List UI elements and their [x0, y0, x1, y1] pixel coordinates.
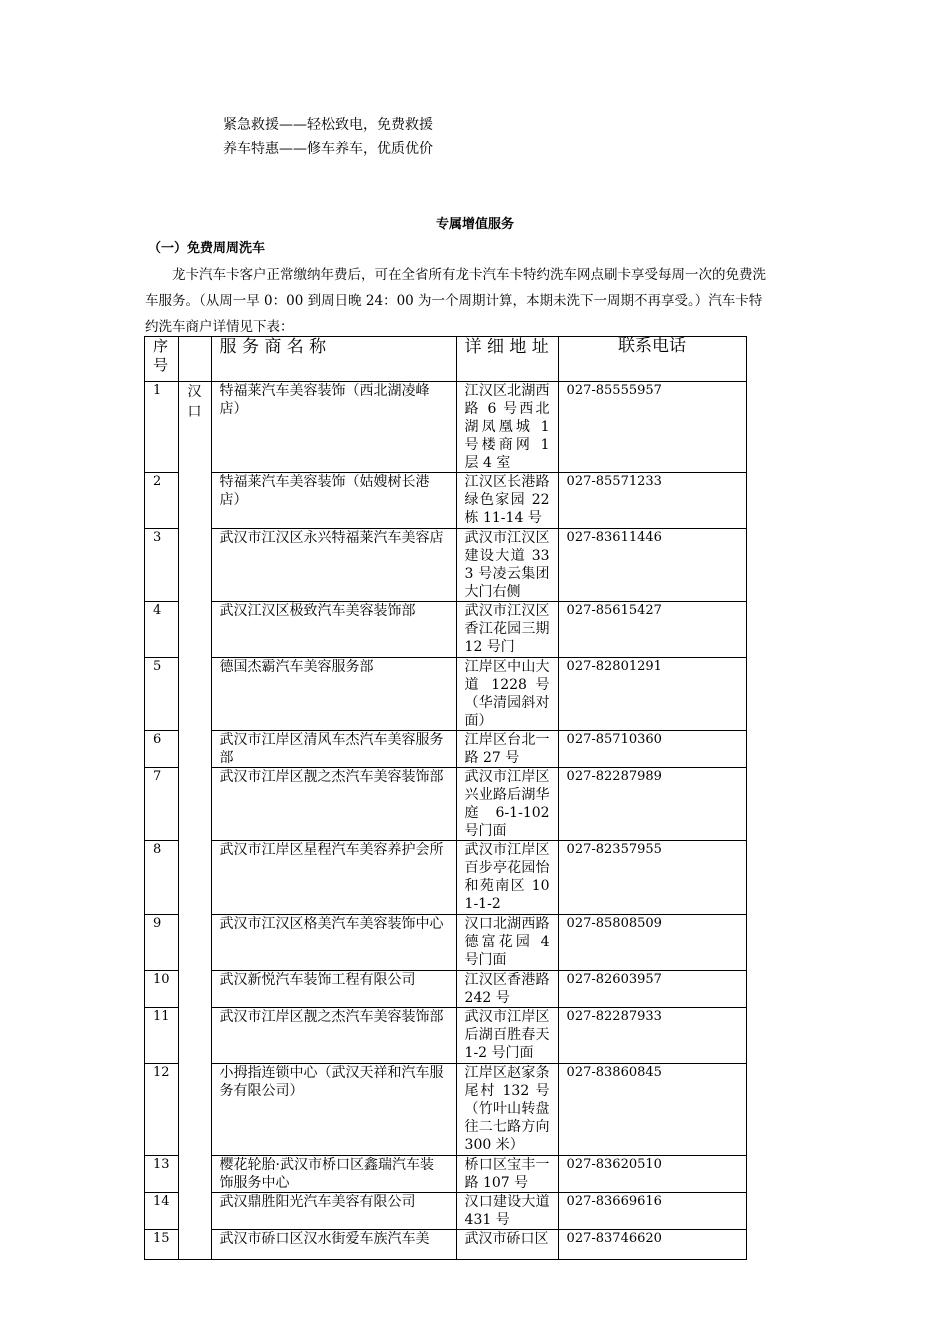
- merchant-name: 武汉市江岸区星程汽车美容养护会所: [211, 841, 456, 915]
- merchant-name: 武汉江汉区极致汽车美容装饰部: [211, 602, 456, 658]
- subsection-title: （一）免费周周洗车: [148, 241, 266, 256]
- merchant-phone: 027-82287989: [558, 768, 746, 841]
- row-number: 7: [145, 768, 179, 841]
- table-row: [145, 658, 747, 731]
- merchant-name: 武汉新悦汽车装饰工程有限公司: [211, 971, 456, 1008]
- table-header-row: [145, 337, 747, 382]
- merchant-name: 武汉市江汉区格美汽车美容装饰中心: [211, 915, 456, 971]
- paragraph-line: 约洗车商户详情见下表：: [145, 319, 294, 335]
- row-number: 3: [145, 529, 179, 602]
- table-row: [145, 731, 747, 768]
- merchant-name: 武汉市江岸区靓之杰汽车美容装饰部: [211, 1008, 456, 1064]
- merchant-phone: 027-85571233: [558, 473, 746, 529]
- row-number: 5: [145, 658, 179, 731]
- row-number: 15: [145, 1230, 179, 1260]
- merchant-phone: 027-83669616: [558, 1193, 746, 1230]
- table-row: [145, 1156, 747, 1193]
- merchant-phone: 027-85808509: [558, 915, 746, 971]
- row-number: 11: [145, 1008, 179, 1064]
- merchant-phone: 027-83746620: [558, 1230, 746, 1260]
- header-address: 详 细 地 址: [456, 337, 558, 382]
- row-number: 10: [145, 971, 179, 1008]
- table-row: [145, 1230, 747, 1260]
- table-row: [145, 382, 747, 473]
- merchant-phone: 027-83860845: [558, 1064, 746, 1156]
- merchant-phone: 027-82801291: [558, 658, 746, 731]
- merchant-address: 桥口区宝丰一路 107 号: [456, 1156, 558, 1193]
- section-title: 专属增值服务: [435, 217, 514, 232]
- merchant-phone: 027-85710360: [558, 731, 746, 768]
- merchant-name: 武汉市江汉区永兴特福莱汽车美容店: [211, 529, 456, 602]
- merchant-address: 江岸区台北一路 27 号: [456, 731, 558, 768]
- merchant-name: 武汉市江岸区清风车杰汽车美容服务部: [211, 731, 456, 768]
- area-cell: 汉口: [178, 382, 211, 1260]
- header-no: 序号: [145, 337, 179, 382]
- header-phone: 联系电话: [558, 337, 746, 382]
- merchant-name: 德国杰霸汽车美容服务部: [211, 658, 456, 731]
- row-number: 13: [145, 1156, 179, 1193]
- table-body: [145, 382, 747, 1260]
- merchant-address: 江岸区中山大道 1228 号（华清园斜对面）: [456, 658, 558, 731]
- table-row: [145, 602, 747, 658]
- row-number: 4: [145, 602, 179, 658]
- intro-line-rescue: 紧急救援——轻松致电，免费救援: [223, 117, 433, 133]
- merchant-address: 江汉区香港路 242 号: [456, 971, 558, 1008]
- header-area: [178, 337, 211, 382]
- merchant-address: 江汉区北湖西路 6 号西北湖凤凰城 1 号楼商网 1 层 4 室: [456, 382, 558, 473]
- table-row: [145, 915, 747, 971]
- merchant-phone: 027-83611446: [558, 529, 746, 602]
- merchant-address: 汉口北湖西路德富花园 4 号门面: [456, 915, 558, 971]
- merchant-address: 武汉市江岸区百步亭花园怡和苑南区 101-1-2: [456, 841, 558, 915]
- table-row: [145, 473, 747, 529]
- row-number: 1: [145, 382, 179, 473]
- merchant-name: 武汉市江岸区靓之杰汽车美容装饰部: [211, 768, 456, 841]
- header-name: 服 务 商 名 称: [211, 337, 456, 382]
- merchant-address: 武汉市江汉区建设大道 333 号凌云集团大门右侧: [456, 529, 558, 602]
- table-row: [145, 1008, 747, 1064]
- row-number: 2: [145, 473, 179, 529]
- merchant-address: 武汉市江岸区兴业路后湖华庭 6-1-102 号门面: [456, 768, 558, 841]
- merchant-name: 特福莱汽车美容装饰（姑嫂树长港店）: [211, 473, 456, 529]
- merchant-name: 樱花轮胎·武汉市桥口区鑫瑞汽车装饰服务中心: [211, 1156, 456, 1193]
- merchant-address: 武汉市江汉区香江花园三期 12 号门: [456, 602, 558, 658]
- row-number: 14: [145, 1193, 179, 1230]
- merchant-phone: 027-82603957: [558, 971, 746, 1008]
- table-row: [145, 971, 747, 1008]
- merchant-phone: 027-85615427: [558, 602, 746, 658]
- table-row: [145, 841, 747, 915]
- merchant-address: 江岸区赵家条尾村 132 号（竹叶山转盘往二七路方向 300 米）: [456, 1064, 558, 1156]
- merchant-address: 武汉市江岸区后湖百胜春天 1-2 号门面: [456, 1008, 558, 1064]
- merchant-address: 江汉区长港路绿色家园 22 栋 11-14 号: [456, 473, 558, 529]
- merchant-name: 小拇指连锁中心（武汉天祥和汽车服务有限公司）: [211, 1064, 456, 1156]
- description-paragraph: [145, 262, 807, 340]
- paragraph-line: 龙卡汽车卡客户正常缴纳年费后，可在全省所有龙卡汽车卡特约洗车网点刷卡享受每周一次的免费洗: [172, 267, 766, 283]
- merchant-address: 汉口建设大道 431 号: [456, 1193, 558, 1230]
- table-row: [145, 1064, 747, 1156]
- merchant-phone: 027-82357955: [558, 841, 746, 915]
- table-row: [145, 1193, 747, 1230]
- table-row: [145, 768, 747, 841]
- row-number: 12: [145, 1064, 179, 1156]
- row-number: 6: [145, 731, 179, 768]
- row-number: 9: [145, 915, 179, 971]
- merchant-address: 武汉市硚口区: [456, 1230, 558, 1260]
- merchant-name: 武汉鼎胜阳光汽车美容有限公司: [211, 1193, 456, 1230]
- merchant-table: [144, 336, 747, 1260]
- merchant-phone: 027-83620510: [558, 1156, 746, 1193]
- merchant-phone: 027-85555957: [558, 382, 746, 473]
- table-row: [145, 529, 747, 602]
- row-number: 8: [145, 841, 179, 915]
- merchant-name: 武汉市硚口区汉水街爱车族汽车美: [211, 1230, 456, 1260]
- intro-line-maintenance: 养车特惠——修车养车，优质优价: [223, 141, 433, 157]
- merchant-name: 特福莱汽车美容装饰（西北湖凌峰店）: [211, 382, 456, 473]
- merchant-phone: 027-82287933: [558, 1008, 746, 1064]
- paragraph-line: 车服务。（从周一早 0：00 到周日晚 24：00 为一个周期计算，本期未洗下一周期不再享受。）汽车卡特: [145, 293, 763, 309]
